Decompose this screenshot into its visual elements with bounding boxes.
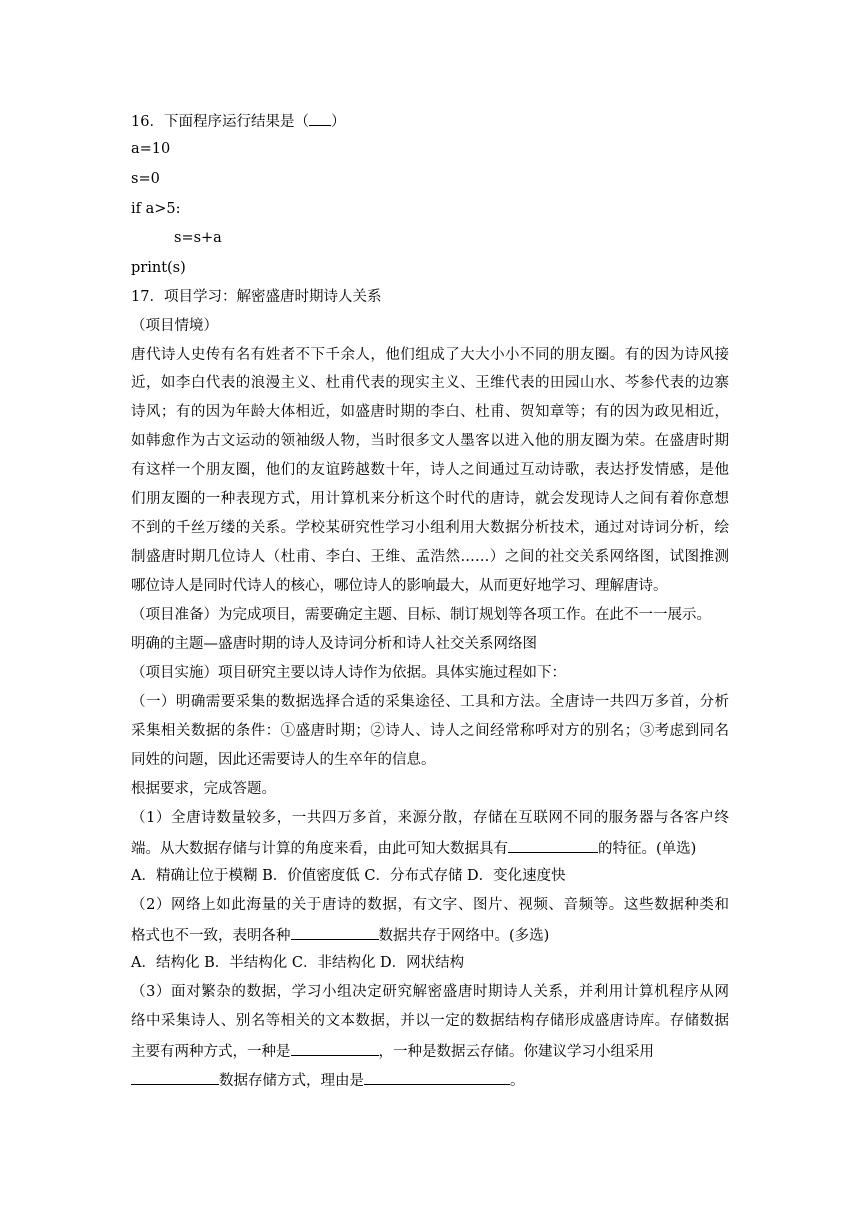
q17-title: 17．项目学习：解密盛唐时期诗人关系 [131,289,382,305]
step1-line: 采集相关数据的条件：①盛唐时期；②诗人、诗人之间经常称呼对方的别名；③考虑到同名 [131,723,729,739]
code-line: print(s) [131,260,186,276]
paragraph-line: 诗风；有的因为年龄大体相近，如盛唐时期的李白、杜甫、贺知章等；有的因为政见相近， [131,404,729,420]
sub2-text: 格式也不一致，表明各种 [131,928,291,944]
sub3-line: 络中采集诗人、别名等相关的文本数据，并以一定的数据结构存储形成盛唐诗库。存储数据 [131,1013,729,1029]
sub3-text: 数据存储方式，理由是 [219,1073,364,1089]
sub1-text-end: 的特征。(单选) [598,841,697,857]
sub2-line [131,924,549,946]
paragraph-line: 如韩愈作为古文运动的领袖级人物，当时很多文人墨客以进入他的朋友圈为荣。在盛唐时期 [131,433,729,449]
q16-title-text: 16．下面程序运行结果是（ [131,114,309,130]
answer-blank[interactable] [291,924,379,940]
paragraph-line: 不到的千丝万缕的关系。学校某研究性学习小组利用大数据分析技术，通过对诗词分析，绘 [131,520,729,536]
paragraph-line: 唐代诗人史传有名有姓者不下千余人，他们组成了大大小小不同的朋友圈。有的因为诗风接 [131,347,729,363]
answer-blank[interactable] [364,1069,510,1085]
answer-blank[interactable] [291,1040,379,1056]
code-line: s=s+a [174,230,222,246]
sub1-options: A．精确让位于模糊 B．价值密度低 C．分布式存储 D．变化速度快 [131,868,566,884]
section-heading: （项目情境） [131,318,218,334]
sub1-line [131,837,696,859]
paragraph-line: 有这样一个朋友圈，他们的友谊跨越数十年，诗人之间通过互动诗歌，表达抒发情感，是他 [131,462,729,478]
code-line: a=10 [131,141,171,157]
sub1-line: （1）全唐诗数量较多，一共四万多首，来源分散，存储在互联网不同的服务器与各客户终 [131,810,729,826]
paragraph-line: 哪位诗人是同时代诗人的核心，哪位诗人的影响最大，从而更好地学习、理解唐诗。 [131,578,668,594]
q16-title-close: ） [330,114,346,130]
code-line: if a>5: [131,201,181,217]
answer-blank[interactable] [309,110,331,126]
sub1-text: 端。从大数据存储与计算的角度来看，由此可知大数据具有 [131,841,508,857]
sub3-text-end: 。 [510,1073,525,1089]
sub3-line: （3）面对繁杂的数据，学习小组决定研究解密盛唐时期诗人关系，并利用计算机程序从网 [131,984,729,1000]
instruction: 根据要求，完成答题。 [131,781,276,797]
theme-line: 明确的主题—盛唐时期的诗人及诗词分析和诗人社交关系网络图 [131,636,537,652]
sub3-line [131,1040,654,1062]
sub2-line: （2）网络上如此海量的关于唐诗的数据，有文字、图片、视频、音频等。这些数据种类和 [131,897,729,913]
prep-line: （项目准备）为完成项目，需要确定主题、目标、制订规划等各项工作。在此不一一展示。 [131,607,711,623]
sub3-text: 主要有两种方式，一种是 [131,1044,291,1060]
answer-blank[interactable] [131,1069,219,1085]
sub2-text-end: 数据共存于网络中。(多选) [378,928,550,944]
sub2-options: A．结构化 B．半结构化 C．非结构化 D．网状结构 [131,955,465,971]
code-line: s=0 [131,171,160,187]
answer-blank[interactable] [508,837,598,853]
sub3-line [131,1069,525,1091]
paragraph-line: 们朋友圈的一种表现方式，用计算机来分析这个时代的唐诗，就会发现诗人之间有着你意想 [131,491,729,507]
paragraph-line: 近，如李白代表的浪漫主义、杜甫代表的现实主义、王维代表的田园山水、芩参代表的边寨 [131,375,729,391]
sub3-text-end: ，一种是数据云存储。你建议学习小组采用 [378,1044,654,1060]
q16-title [131,110,345,132]
paragraph-line: 制盛唐时期几位诗人（杜甫、李白、王维、孟浩然……）之间的社交关系网络图，试图推测 [131,549,729,565]
step1-line: 同姓的问题，因此还需要诗人的生卒年的信息。 [131,752,436,768]
step1-line: （一）明确需要采集的数据选择合适的采集途径、工具和方法。全唐诗一共四万多首，分析 [131,694,729,710]
impl-line: （项目实施）项目研究主要以诗人诗作为依据。具体实施过程如下： [131,665,566,681]
